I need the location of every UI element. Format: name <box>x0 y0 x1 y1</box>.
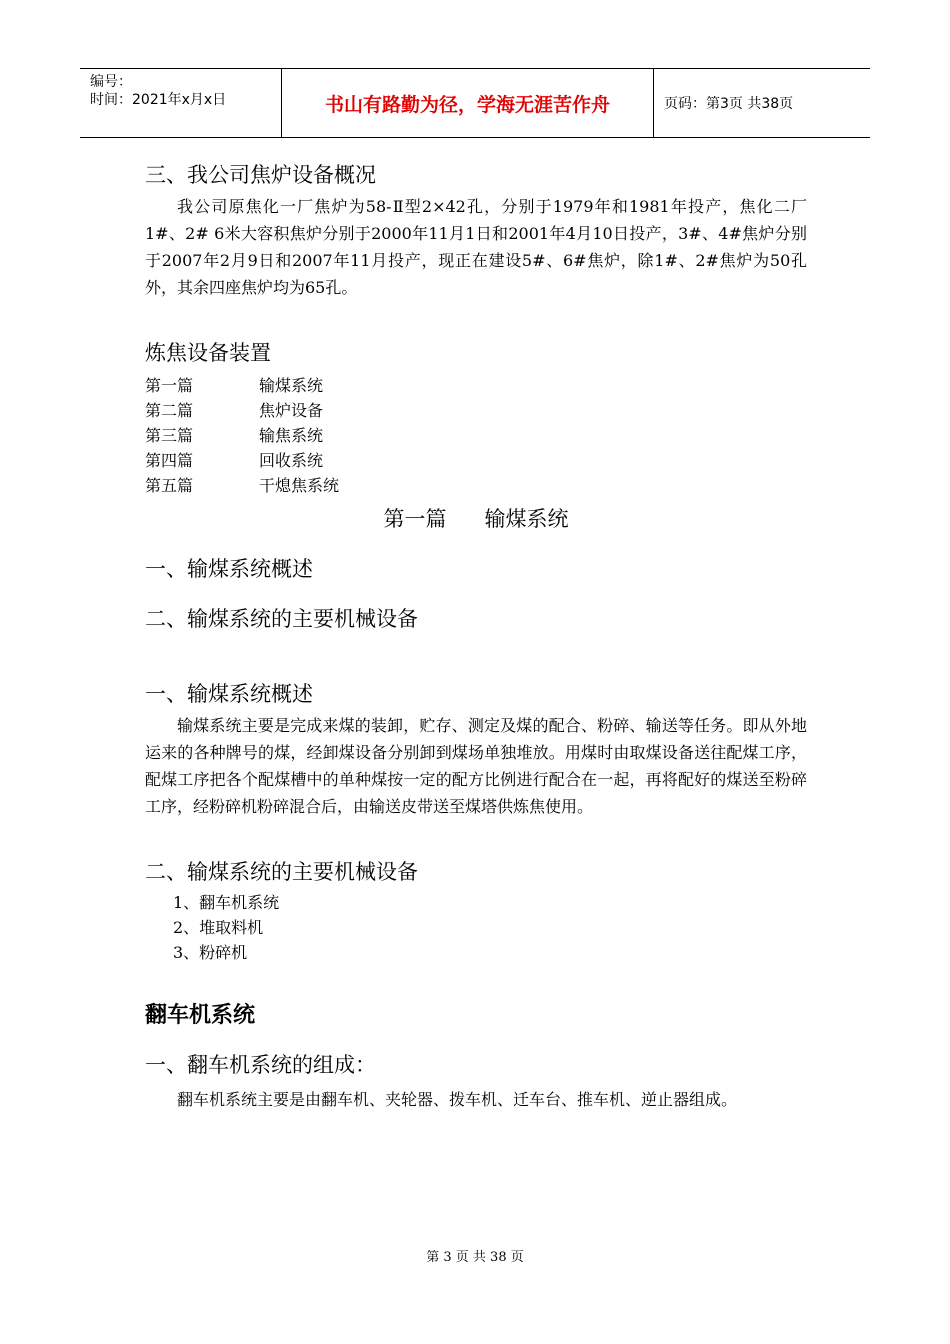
overview-section-text: 输煤系统主要是完成来煤的装卸，贮存、测定及煤的配合、粉碎、输送等任务。即从外地运来的各种牌号的煤，经卸煤设备分别卸到煤场单独堆放。用煤时由取煤设备送往配煤工序，配煤工序把各个配煤槽中的单种煤按一定的配方比例进行配合在一起，再将配好的煤送至粉碎工序，经粉碎机粉碎混合后，由输送皮带送至煤塔供炼焦使用。 <box>145 716 807 816</box>
document-number-label: 编号： <box>90 74 132 90</box>
part-one-title <box>145 504 807 534</box>
toc-item-name: 输煤系统 <box>259 376 324 395</box>
toc-item <box>145 373 807 398</box>
toc-item-name: 干熄焦系统 <box>259 476 340 495</box>
toc-list <box>145 373 807 498</box>
outline-item: 一、输煤系统概述 <box>145 557 313 581</box>
toc-item-name: 输焦系统 <box>259 426 324 445</box>
overview-paragraph: 我公司原焦化一厂焦炉为58-Ⅱ型2×42孔，分别于1979年和1981年投产，焦化二厂1#、2# 6米大容积焦炉分别于2000年11月1日和2001年4月10日投产，3#、4#焦炉分别于2007年2月9日和2007年11月投产，现正在建设5#、6#焦炉，除1#、2#焦炉为50孔外，其余四座焦炉均为65孔。 <box>145 197 807 297</box>
part-one-name: 输煤系统 <box>484 507 569 531</box>
toc-item-num: 第四篇 <box>145 451 194 470</box>
toc-item-num: 第三篇 <box>145 426 194 445</box>
toc-item <box>145 448 807 473</box>
header-page-info: 页码：第3页 共38页 <box>664 96 794 112</box>
toc-item <box>145 423 807 448</box>
toc-title: 炼焦设备装置 <box>145 341 271 365</box>
toc-item-num: 第五篇 <box>145 476 194 495</box>
equipment-item: 2、堆取料机 <box>173 918 264 937</box>
toc-item <box>145 473 807 498</box>
car-dumper-title: 翻车机系统 <box>145 1003 256 1028</box>
toc-item-num: 第二篇 <box>145 401 194 420</box>
car-dumper-subtitle: 一、翻车机系统的组成： <box>145 1053 376 1077</box>
car-dumper-text: 翻车机系统主要是由翻车机、夹轮器、拨车机、迁车台、推车机、逆止器组成。 <box>177 1090 738 1109</box>
outline-item: 二、输煤系统的主要机械设备 <box>145 607 418 631</box>
part-one-num: 第一篇 <box>383 507 447 531</box>
equipment-section-title: 二、输煤系统的主要机械设备 <box>145 860 418 884</box>
document-date: 时间：2021年x月x日 <box>90 92 227 108</box>
equipment-list <box>145 890 807 965</box>
toc-item-num: 第一篇 <box>145 376 194 395</box>
toc-item-name: 回收系统 <box>259 451 324 470</box>
toc-item <box>145 398 807 423</box>
equipment-item: 3、粉碎机 <box>173 943 248 962</box>
header-motto: 书山有路勤为径，学海无涯苦作舟 <box>282 69 654 137</box>
equipment-item: 1、翻车机系统 <box>173 893 280 912</box>
overview-section-title: 一、输煤系统概述 <box>145 682 313 706</box>
header-left-cell <box>80 69 282 137</box>
page-footer: 第 3 页 共 38 页 <box>426 1250 524 1265</box>
page-header <box>80 68 870 138</box>
toc-item-name: 焦炉设备 <box>259 401 324 420</box>
document-body <box>145 160 807 1113</box>
section-title-overview: 三、我公司焦炉设备概况 <box>145 163 376 187</box>
